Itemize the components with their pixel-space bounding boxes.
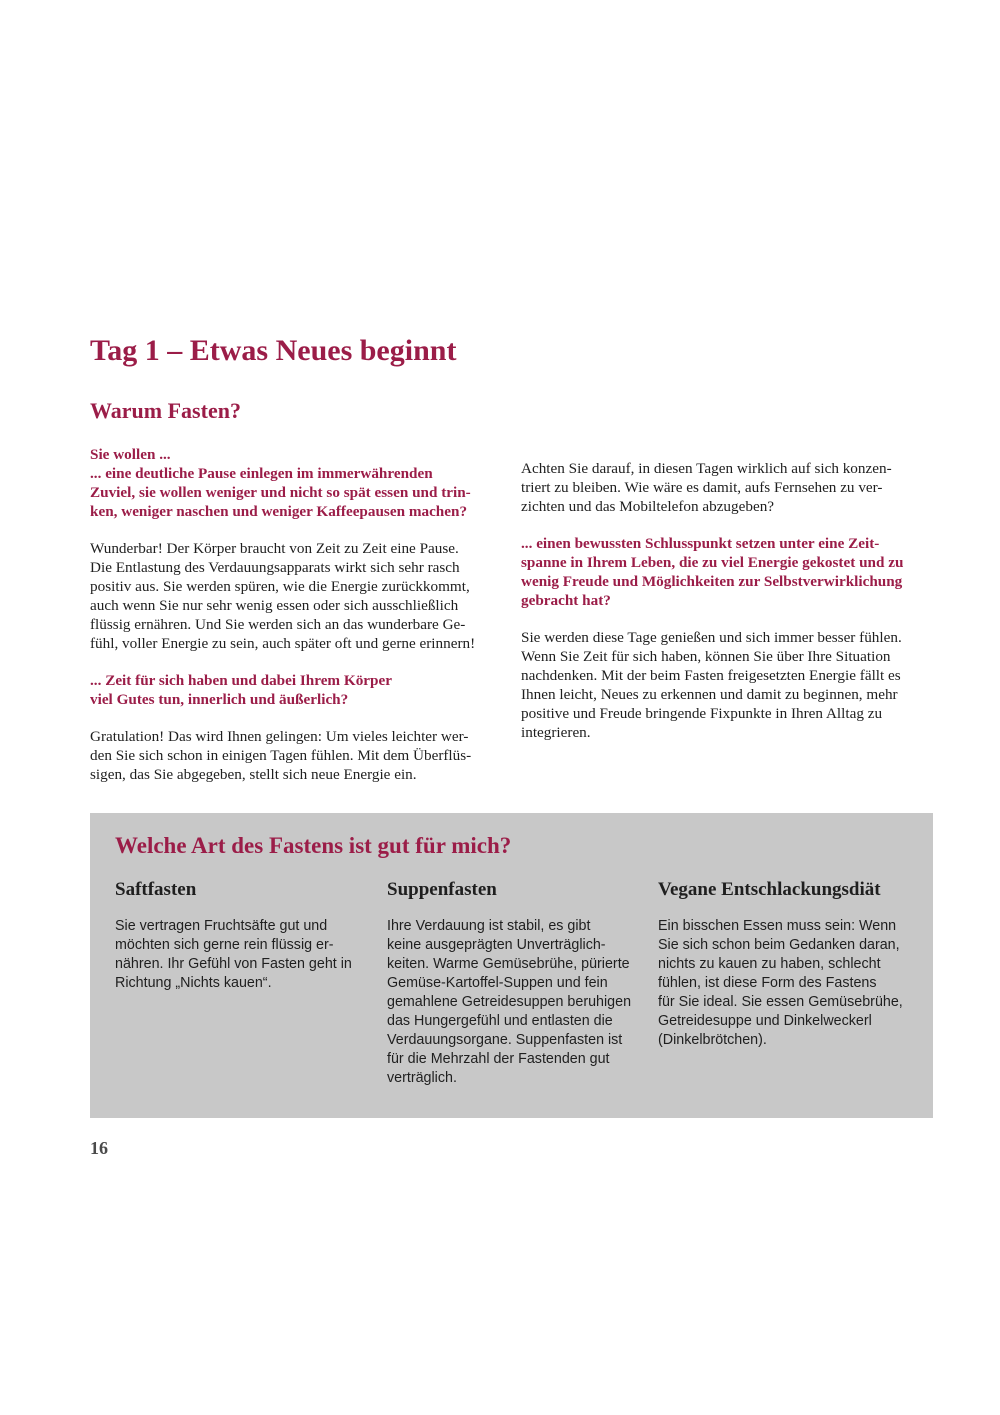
box-title: Welche Art des Fastens ist gut für mich? bbox=[115, 833, 512, 858]
text-line: Sie werden diese Tage genießen und sich immer besser fühlen. bbox=[521, 629, 902, 646]
text-line: ... Zeit für sich haben und dabei Ihrem Körper bbox=[90, 672, 392, 689]
text-line: zichten und das Mobiltelefon abzugeben? bbox=[521, 498, 775, 515]
text-line: sigen, das Sie abgegeben, stellt sich neue Energie ein. bbox=[90, 766, 417, 783]
page-title: Tag 1 – Etwas Neues beginnt bbox=[90, 334, 457, 367]
fasting-types-box bbox=[90, 813, 933, 1118]
text-line: gemahlene Getreidesuppen beruhigen bbox=[387, 994, 632, 1010]
text-line: nichts zu kauen zu haben, schlecht bbox=[658, 956, 881, 972]
fasting-type-heading: Saftfasten bbox=[115, 879, 197, 900]
body-paragraph-1 bbox=[90, 539, 502, 653]
text-line: Gratulation! Das wird Ihnen gelingen: Um vieles leichter wer- bbox=[90, 728, 469, 745]
right-column bbox=[521, 459, 933, 760]
text-line: nachdenken. Mit der beim Fasten freigesetzten Energie fällt es bbox=[521, 667, 901, 684]
text-line: möchten sich gerne rein flüssig er- bbox=[115, 937, 334, 953]
question-paragraph-3 bbox=[521, 534, 933, 610]
text-line: Verdauungsorgane. Suppenfasten ist bbox=[387, 1032, 623, 1048]
fasting-type-description bbox=[658, 917, 913, 1050]
text-line: verträglich. bbox=[387, 1070, 457, 1086]
text-line: Die Entlastung des Verdauungsapparats wirkt sich sehr rasch bbox=[90, 559, 460, 576]
fasting-type-description bbox=[387, 917, 642, 1088]
text-line: auch wenn Sie nur sehr wenig essen oder sich ausschließlich bbox=[90, 597, 459, 614]
text-line: Getreidesuppe und Dinkelweckerl bbox=[658, 1013, 872, 1029]
text-line: für Sie ideal. Sie essen Gemüsebrühe, bbox=[658, 994, 903, 1010]
fasting-type-heading: Suppenfasten bbox=[387, 879, 497, 900]
text-line: positive und Freude bringende Fixpunkte in Ihren Alltag zu bbox=[521, 705, 883, 722]
text-line: Ihre Verdauung ist stabil, es gibt bbox=[387, 918, 591, 934]
text-line: flüssig ernähren. Und Sie werden sich an das wunderbare Ge- bbox=[90, 616, 466, 633]
text-line: wenig Freude und Möglichkeiten zur Selbstverwirklichung bbox=[521, 573, 903, 590]
text-line: Ihnen leicht, Neues zu erkennen und damit zu beginnen, mehr bbox=[521, 686, 898, 703]
body-paragraph-4 bbox=[521, 628, 933, 742]
fasting-type-description bbox=[115, 917, 370, 993]
text-line: gebracht hat? bbox=[521, 592, 611, 609]
fasting-type-vegan bbox=[658, 879, 913, 1050]
text-line: keine ausgeprägten Unverträglich- bbox=[387, 937, 606, 953]
question-paragraph-1 bbox=[90, 445, 502, 521]
text-line: Sie sich schon beim Gedanken daran, bbox=[658, 937, 900, 953]
text-line: positiv aus. Sie werden spüren, wie die Energie zurückkommt, bbox=[90, 578, 470, 595]
text-line: Gemüse-Kartoffel-Suppen und fein bbox=[387, 975, 608, 991]
text-line: das Hungergefühl und entlasten die bbox=[387, 1013, 613, 1029]
body-paragraph-2 bbox=[90, 727, 502, 784]
text-line: Wenn Sie Zeit für sich haben, können Sie über Ihre Situation bbox=[521, 648, 891, 665]
fasting-type-heading: Vegane Entschlackungsdiät bbox=[658, 879, 881, 900]
text-line: keiten. Warme Gemüsebrühe, pürierte bbox=[387, 956, 630, 972]
text-line: ken, weniger naschen und weniger Kaffeepausen machen? bbox=[90, 503, 468, 520]
fasting-type-suppenfasten bbox=[387, 879, 642, 1088]
text-line: fühlen, ist diese Form des Fastens bbox=[658, 975, 877, 991]
text-line: Zuviel, sie wollen weniger und nicht so spät essen und trin- bbox=[90, 484, 471, 501]
text-line: ... einen bewussten Schlusspunkt setzen unter eine Zeit- bbox=[521, 535, 880, 552]
text-line: den Sie sich schon in einigen Tagen fühlen. Mit dem Überflüs- bbox=[90, 747, 472, 764]
text-line: Sie vertragen Fruchtsäfte gut und bbox=[115, 918, 328, 934]
text-line: (Dinkelbrötchen). bbox=[658, 1032, 767, 1048]
text-line: Ein bisschen Essen muss sein: Wenn bbox=[658, 918, 897, 934]
page-number: 16 bbox=[90, 1138, 108, 1158]
text-line: integrieren. bbox=[521, 724, 591, 741]
body-paragraph-3 bbox=[521, 459, 933, 516]
section-title: Warum Fasten? bbox=[90, 398, 241, 423]
question-paragraph-2 bbox=[90, 671, 502, 709]
text-line: triert zu bleiben. Wie wäre es damit, aufs Fernsehen zu ver- bbox=[521, 479, 883, 496]
text-line: für die Mehrzahl der Fastenden gut bbox=[387, 1051, 610, 1067]
text-line: Achten Sie darauf, in diesen Tagen wirklich auf sich konzen- bbox=[521, 460, 892, 477]
text-line: Sie wollen ... bbox=[90, 446, 171, 463]
text-line: nähren. Ihr Gefühl von Fasten geht in bbox=[115, 956, 352, 972]
text-line: ... eine deutliche Pause einlegen im immerwährenden bbox=[90, 465, 433, 482]
fasting-type-saftfasten bbox=[115, 879, 370, 993]
text-line: Richtung „Nichts kauen“. bbox=[115, 975, 272, 991]
left-column bbox=[90, 445, 502, 802]
text-line: Wunderbar! Der Körper braucht von Zeit zu Zeit eine Pause. bbox=[90, 540, 459, 557]
text-line: spanne in Ihrem Leben, die zu viel Energie gekostet und zu bbox=[521, 554, 904, 571]
text-line: fühl, voller Energie zu sein, auch später oft und gerne erinnern! bbox=[90, 635, 476, 652]
text-line: viel Gutes tun, innerlich und äußerlich? bbox=[90, 691, 349, 708]
